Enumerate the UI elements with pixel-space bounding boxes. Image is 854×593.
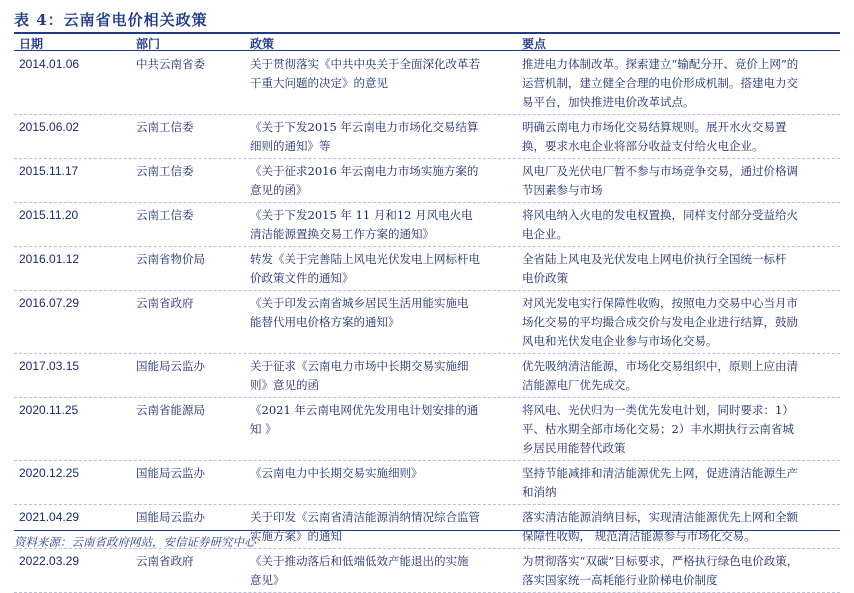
row-points [522, 508, 840, 546]
row-policy-line: 价政策文件的通知》 [250, 271, 354, 285]
row-points-line: 节因素参与市场 [522, 183, 603, 197]
row-points [522, 294, 840, 351]
row-points [522, 401, 840, 458]
row-points-line: 电价政策 [522, 271, 568, 285]
row-points-line: 将风电纳入火电的发电权置换，同样支付部分受益给火 [522, 208, 798, 222]
row-policy-line: 关于征求《云南电力市场中长期交易实施细 [250, 359, 469, 373]
row-dept: 云南工信委 [136, 208, 194, 222]
row-policy [250, 464, 512, 483]
row-policy [250, 357, 512, 395]
row-dept: 国能局云监办 [136, 359, 205, 373]
table-row [14, 159, 840, 203]
header-date: 日期 [19, 37, 44, 51]
row-policy-line: 干重大问题的决定》的意见 [250, 76, 388, 90]
row-points-line: 将风电、光伏归为一类优先发电计划，同时要求：1） [522, 403, 794, 417]
row-policy [250, 55, 512, 93]
row-points-line: 场化交易的平均撮合成交价与发电企业进行结算，鼓励 [522, 315, 798, 329]
row-policy-line: 知 》 [250, 422, 277, 436]
row-points-line: 保障性收购， 规范清洁能源参与市场化交易。 [522, 529, 756, 543]
row-points [522, 250, 840, 288]
table-row [14, 115, 840, 159]
row-points-line: 风电和光伏发电企业参与市场化交易。 [522, 334, 718, 348]
row-points [522, 118, 840, 156]
row-points-line: 对风光发电实行保障性收购，按照电力交易中心当月市 [522, 296, 798, 310]
row-points-line: 优先吸纳清洁能源，市场化交易组织中，原则上应由清 [522, 359, 798, 373]
row-policy [250, 508, 512, 546]
table-row [14, 52, 840, 115]
row-points-line: 坚持节能减排和清洁能源优先上网，促进清洁能源生产 [522, 466, 798, 480]
row-points-line: 全省陆上风电及光伏发电上网电价执行全国统一标杆 [522, 252, 787, 266]
row-date: 2015.11.20 [19, 208, 79, 222]
table-row [14, 549, 840, 593]
row-points-line: 明确云南电力市场化交易结算规则。展开水火交易置 [522, 120, 787, 134]
row-policy-line: 《关于下发2015 年云南电力市场化交易结算 [250, 120, 479, 134]
row-date: 2016.07.29 [19, 296, 80, 310]
row-policy-line: 意见的函》 [250, 183, 308, 197]
table-title: 表 4：云南省电价相关政策 [14, 11, 208, 29]
row-policy-line: 能替代用电价格方案的通知》 [250, 315, 400, 329]
row-policy [250, 250, 512, 288]
row-points [522, 55, 840, 112]
row-points-line: 平、枯水期全部市场化交易；2）丰水期执行云南省城 [522, 422, 794, 436]
row-points-line: 运营机制，建立健全合理的电价形成机制。搭建电力交 [522, 76, 798, 90]
table-row [14, 461, 840, 505]
row-dept: 云南省能源局 [136, 403, 205, 417]
row-points-line: 风电厂及光伏电厂暂不参与市场竞争交易，通过价格调 [522, 164, 798, 178]
table-row [14, 203, 840, 247]
table-row [14, 398, 840, 461]
row-points-line: 电企业。 [522, 227, 568, 241]
row-policy-line: 《云南电力中长期交易实施细则》 [250, 466, 423, 480]
row-policy [250, 118, 512, 156]
row-points-line: 落实清洁能源消纳目标，实现清洁能源优先上网和全额 [522, 510, 798, 524]
row-points-line: 易平台，加快推进电价改革试点。 [522, 95, 695, 109]
row-dept: 云南省物价局 [136, 252, 205, 266]
row-policy-line: 实施方案》的通知 [250, 529, 342, 543]
row-policy-line: 《关于下发2015 年 11 月和12 月风电火电 [250, 208, 473, 222]
row-points [522, 206, 840, 244]
row-policy-line: 《关于印发云南省城乡居民生活用能实施电 [250, 296, 469, 310]
table-header [14, 32, 840, 51]
row-points-line: 推进电力体制改革。探索建立“输配分开、竞价上网”的 [522, 57, 799, 71]
row-date: 2022.03.29 [19, 554, 80, 568]
row-points-line: 换，要求水电企业将部分收益支付给火电企业。 [522, 139, 764, 153]
row-points-line: 和消纳 [522, 485, 557, 499]
row-policy-line: 《关于征求2016 年云南电力市场实施方案的 [250, 164, 479, 178]
header-points: 要点 [522, 37, 547, 51]
table-row [14, 247, 840, 291]
row-dept: 云南工信委 [136, 164, 194, 178]
row-points [522, 162, 840, 200]
footer-divider [14, 530, 840, 531]
row-points-line: 落实国家统一高耗能行业阶梯电价制度 [522, 573, 718, 587]
row-policy-line: 关于印发《云南省清洁能源消纳情况综合监管 [250, 510, 480, 524]
row-points [522, 464, 840, 502]
row-policy-line: 意见》 [250, 573, 285, 587]
row-date: 2021.04.29 [19, 510, 80, 524]
row-policy [250, 206, 512, 244]
row-dept: 国能局云监办 [136, 510, 205, 524]
row-dept: 中共云南省委 [136, 57, 205, 71]
row-policy [250, 401, 512, 439]
row-policy-line: 关于贯彻落实《中共中央关于全面深化改革若 [250, 57, 480, 71]
row-date: 2014.01.06 [19, 57, 80, 71]
row-points-line: 乡居民用能替代政策 [522, 441, 626, 455]
row-points [522, 357, 840, 395]
header-policy: 政策 [250, 37, 275, 51]
source-note: 资料来源：云南省政府网站，安信证券研究中心 [14, 535, 256, 549]
row-points [522, 552, 840, 590]
row-policy-line: 《关于推动落后和低端低效产能退出的实施 [250, 554, 469, 568]
row-dept: 云南省政府 [136, 296, 194, 310]
policy-table [14, 52, 840, 593]
row-policy-line: 《2021 年云南电网优先发用电计划安排的通 [250, 403, 479, 417]
row-policy [250, 294, 512, 332]
row-policy-line: 细则的通知》等 [250, 139, 331, 153]
table-row [14, 354, 840, 398]
table-row [14, 291, 840, 354]
row-date: 2016.01.12 [19, 252, 80, 266]
row-date: 2020.11.25 [19, 403, 79, 417]
row-policy-line: 转发《关于完善陆上风电光伏发电上网标杆电 [250, 252, 480, 266]
row-policy [250, 162, 512, 200]
row-points-line: 为贯彻落实“双碳”目标要求，严格执行绿色电价政策， [522, 554, 799, 568]
row-date: 2015.06.02 [19, 120, 80, 134]
row-policy-line: 清洁能源置换交易工作方案的通知》 [250, 227, 434, 241]
row-date: 2020.12.25 [19, 466, 80, 480]
row-points-line: 洁能源电厂优先成交。 [522, 378, 637, 392]
row-dept: 云南省政府 [136, 554, 194, 568]
row-dept: 国能局云监办 [136, 466, 205, 480]
row-date: 2017.03.15 [19, 359, 80, 373]
header-dept: 部门 [136, 37, 161, 51]
row-date: 2015.11.17 [19, 164, 79, 178]
row-dept: 云南工信委 [136, 120, 194, 134]
row-policy [250, 552, 512, 590]
row-policy-line: 则》意见的函 [250, 378, 319, 392]
